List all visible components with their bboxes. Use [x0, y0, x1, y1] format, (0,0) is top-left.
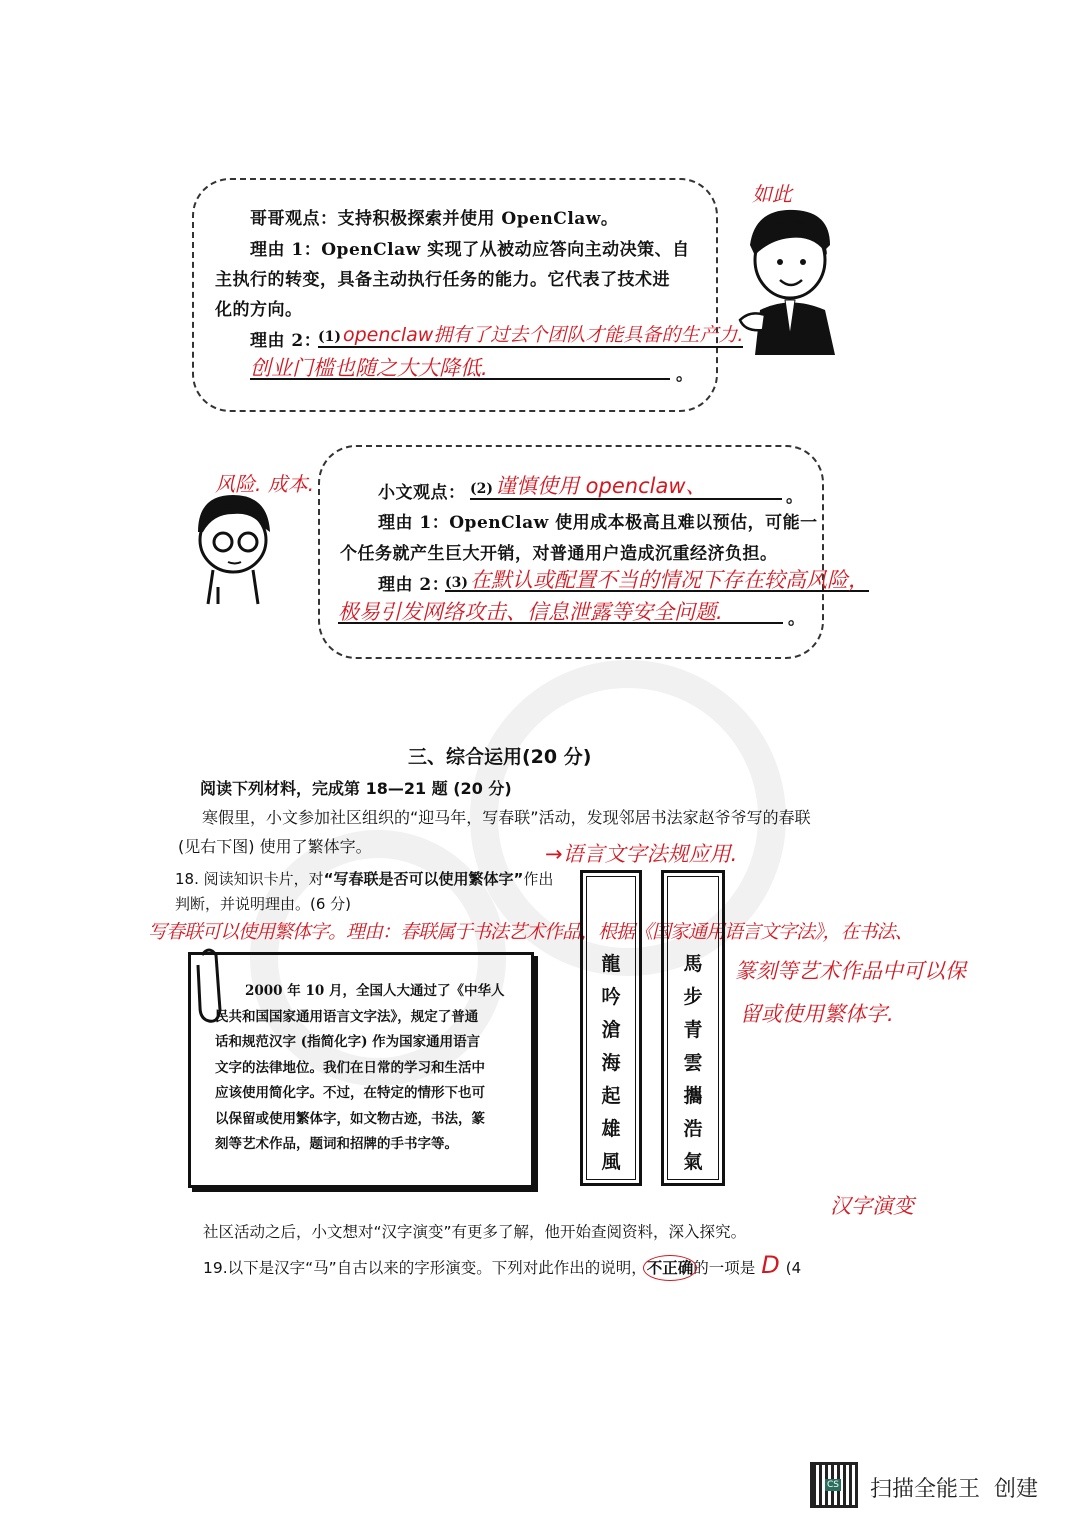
qr-code-icon — [810, 1462, 858, 1508]
card-line: 2000 年 10 月，全国人大通过了《中华人 — [245, 983, 505, 999]
card-line: 应该使用简化字。不过，在特定的情形下也可 — [215, 1085, 485, 1101]
handwritten-answer: 留或使用繁体字. — [740, 1002, 894, 1026]
answer-blank-1[interactable] — [318, 320, 743, 348]
brother-reason1 — [250, 235, 690, 260]
brother-viewpoint — [250, 204, 618, 229]
couplet-char: 步 — [683, 986, 703, 1008]
couplet-char: 龍 — [601, 953, 621, 975]
end-mark: 。 — [786, 487, 804, 507]
blank-number: (3) — [445, 575, 468, 591]
boy-cartoon-icon — [193, 492, 273, 607]
couplet-char: 青 — [683, 1019, 703, 1041]
q18-text: 判断，并说明理由。(6 分) — [175, 895, 352, 913]
handwritten-answer: 创业门槛也随之大大降低. — [250, 356, 488, 380]
paperclip-icon — [192, 945, 226, 1025]
couplet-char: 攜 — [683, 1085, 703, 1107]
end-mark: 。 — [788, 609, 806, 629]
q19-prompt — [203, 1251, 801, 1279]
q18-text: 作出 — [523, 870, 554, 888]
handwritten-answer: 谨慎使用 openclaw、 — [495, 474, 707, 498]
xiaowen-reason1 — [378, 508, 818, 533]
handwritten-answer: 篆刻等艺术作品中可以保 — [735, 959, 966, 983]
q18-bold-text: “写春联是否可以使用繁体字” — [323, 870, 524, 888]
section-heading: 三、综合运用(20 分) — [408, 746, 592, 768]
margin-note: →语言文字法规应用. — [545, 842, 738, 866]
q18-prompt — [175, 868, 553, 889]
label: 理由 2： — [378, 575, 450, 595]
intro-text: (见右下图) 使用了繁体字。 — [178, 837, 372, 856]
card-line: 民共和国国家通用语言文字法》，规定了普通 — [215, 1008, 479, 1025]
handwritten-answer: openclaw拥有了过去个团队才能具备的生产力. — [343, 324, 744, 346]
answer-blank-3b[interactable] — [338, 596, 783, 624]
card-body — [215, 979, 504, 1158]
reason-text: 化的方向。 — [215, 300, 303, 320]
couplet-char: 風 — [601, 1151, 621, 1173]
q19-context: 社区活动之后，小文想对“汉字演变”有更多了解，他开始查阅资料，深入探究。 — [203, 1223, 747, 1241]
answer-blank-3[interactable] — [445, 564, 869, 592]
margin-note: 风险. 成本. — [215, 472, 315, 496]
q19-text: 的一项是 — [693, 1259, 756, 1277]
viewpoint-text: 支持积极探索并使用 OpenClaw。 — [337, 209, 619, 229]
card-line: 文字的法律地位。我们在日常的学习和生活中 — [215, 1059, 485, 1076]
label: 哥哥观点： — [250, 209, 338, 229]
man-cartoon-icon — [735, 200, 840, 355]
couplet-char: 馬 — [683, 953, 703, 975]
label: 理由 1： — [250, 240, 322, 260]
card-line: 以保留或使用繁体字，如文物古迹，书法，篆 — [215, 1110, 485, 1127]
couplet-char: 海 — [601, 1052, 621, 1074]
answer-blank-1b[interactable] — [250, 352, 670, 380]
instruction-text: 阅读下列材料，完成第 18—21 题 (20 分) — [200, 779, 512, 798]
blank-number: (1) — [318, 329, 341, 345]
reason-text: OpenClaw 实现了从被动应答向主动决策、自 — [321, 240, 690, 260]
answer-blank-2[interactable] — [470, 470, 782, 500]
q19-text: 19.以下是汉字“马”自古以来的字形演变。下列对此作出的说明， — [203, 1259, 647, 1277]
couplet-right — [661, 870, 725, 1186]
card-line: 刻等艺术作品，题词和招牌的手书字等。 — [215, 1136, 458, 1152]
intro-text: 寒假里，小文参加社区组织的“迎马年，写春联”活动，发现邻居书法家赵爷爷写的春联 — [202, 808, 811, 827]
scanner-brand-text: 扫描全能王 创建 — [870, 1477, 1038, 1502]
qr-logo: CS — [827, 1480, 839, 1490]
q19-bold-text: 不正确 — [646, 1259, 694, 1277]
margin-note: 如此 — [752, 182, 792, 206]
handwritten-answer: 写春联可以使用繁体字。理由：春联属于书法艺术作品，根据《国家通用语言文字法》，在书法、 — [148, 921, 913, 943]
knowledge-card — [188, 952, 534, 1188]
handwritten-answer: 极易引发网络攻击、信息泄露等安全问题. — [338, 600, 723, 624]
reason-text: 主执行的转变，具备主动执行任务的能力。它代表了技术进 — [215, 270, 670, 290]
couplet-char: 氣 — [683, 1151, 703, 1173]
couplet-char: 雲 — [683, 1052, 703, 1074]
reason-text: 个任务就产生巨大开销，对普通用户造成沉重经济负担。 — [340, 544, 778, 564]
label: 理由 2： — [250, 331, 322, 351]
handwritten-answer[interactable]: D — [761, 1251, 780, 1279]
q18-text: 18. 阅读知识卡片，对 — [175, 870, 324, 888]
blank-number: (2) — [470, 481, 493, 497]
couplet-char: 吟 — [601, 986, 621, 1008]
end-mark: 。 — [676, 365, 694, 385]
margin-note: 汉字演变 — [830, 1194, 914, 1218]
handwritten-answer: 在默认或配置不当的情况下存在较高风险， — [470, 568, 869, 592]
couplet-char: 雄 — [601, 1118, 621, 1140]
couplet-char: 浩 — [683, 1118, 703, 1140]
reason-text: OpenClaw 使用成本极高且难以预估，可能一 — [449, 513, 818, 533]
card-line: 话和规范汉字 (指简化字) 作为国家通用语言 — [215, 1034, 481, 1050]
label: 理由 1： — [378, 513, 450, 533]
couplet-left — [580, 870, 642, 1186]
couplet-char: 滄 — [601, 1019, 621, 1041]
q19-points: (4 — [785, 1259, 802, 1277]
label: 小文观点： — [378, 483, 466, 503]
couplet-char: 起 — [601, 1085, 621, 1107]
